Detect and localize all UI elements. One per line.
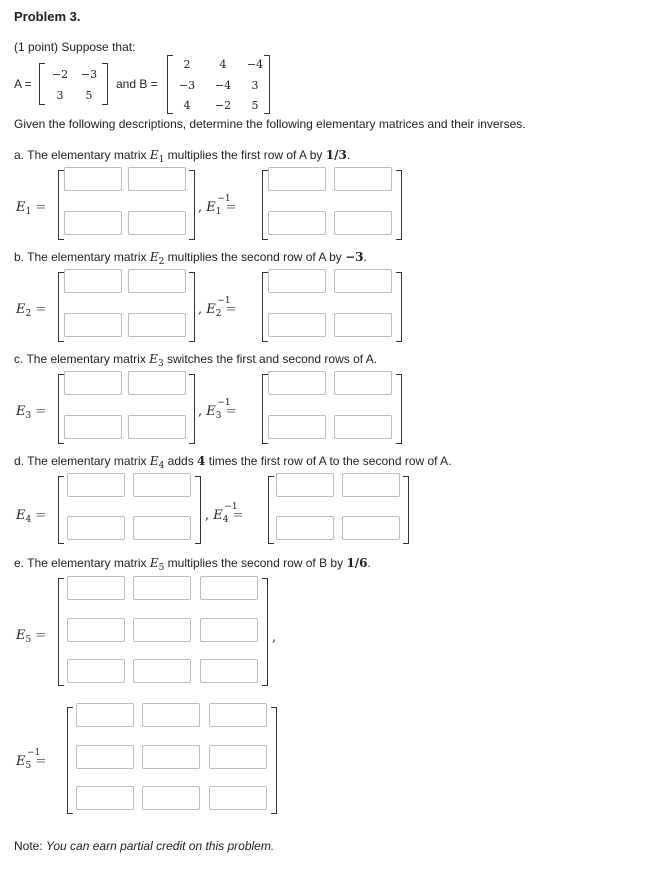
e1-entry-r1c1[interactable] [64, 167, 122, 191]
e4-inverse-right-bracket [403, 476, 409, 544]
e5-inverse-left-bracket [67, 707, 73, 814]
e2-inverse-entry-r2c2[interactable] [334, 313, 392, 337]
e3-inverse-entry-r1c1[interactable] [268, 371, 326, 395]
e1-inverse-entry-r1c1[interactable] [268, 167, 326, 191]
e4-inverse-entry-r2c2[interactable] [342, 516, 400, 540]
e2-entry-r2c2[interactable] [128, 313, 186, 337]
e4-entry-r2c2[interactable] [133, 516, 191, 540]
matrix-b-cell: −2 [214, 99, 232, 112]
e3-inverse-entry-r2c2[interactable] [334, 415, 392, 439]
e5-entry-r1c2[interactable] [133, 576, 191, 600]
e4-entry-r1c2[interactable] [133, 473, 191, 497]
e4-inverse-entry-r2c1[interactable] [276, 516, 334, 540]
matrix-b-right-bracket [264, 55, 270, 114]
matrix-a-cell: −3 [80, 68, 98, 81]
e5-left-bracket [58, 578, 64, 686]
matrix-a-cell: −2 [51, 68, 69, 81]
e5-entry-r3c1[interactable] [67, 659, 125, 683]
e1-inverse-entry-r2c1[interactable] [268, 211, 326, 235]
matrix-b-cell: −4 [214, 79, 232, 92]
e2-inverse-entry-r1c1[interactable] [268, 269, 326, 293]
e2-label: $E_2$ = [16, 302, 47, 319]
e2-inverse-entry-r1c2[interactable] [334, 269, 392, 293]
matrix-b-cell: 5 [251, 99, 259, 112]
matrix-b-cell: 4 [183, 99, 191, 112]
e5-label: $E_5$ = [16, 628, 47, 645]
e3-right-bracket [189, 374, 195, 444]
e5-entry-r2c2[interactable] [133, 618, 191, 642]
matrix-a-cell: 3 [56, 89, 64, 102]
e3-inverse-entry-r2c1[interactable] [268, 415, 326, 439]
part-c-description: c. The elementary matrix $E_3$ switches the first and second rows of A. [14, 352, 378, 369]
e1-entry-r2c1[interactable] [64, 211, 122, 235]
e1-inverse-right-bracket [396, 170, 402, 240]
e1-right-bracket [189, 170, 195, 240]
e3-label: $E_3$ = [16, 404, 47, 421]
e1-inverse-label: , E −1 $_1$ = [198, 194, 237, 217]
e5-entry-r2c3[interactable] [200, 618, 258, 642]
e2-right-bracket [189, 272, 195, 342]
e5-inverse-entry-r2c1[interactable] [76, 745, 134, 769]
e4-inverse-label: , E −1 $_4$ = [205, 502, 244, 525]
problem-intro: (1 point) Suppose that: [14, 40, 136, 54]
e3-entry-r1c2[interactable] [128, 371, 186, 395]
e5-comma: , [272, 630, 277, 645]
e5-inverse-entry-r1c2[interactable] [142, 703, 200, 727]
e3-inverse-label: , E −1 $_3$ = [198, 398, 237, 421]
e5-entry-r1c3[interactable] [200, 576, 258, 600]
matrix-b-cell: −4 [246, 58, 264, 71]
e2-inverse-label: , E −1 $_2$ = [198, 296, 237, 319]
e3-entry-r2c1[interactable] [64, 415, 122, 439]
e1-inverse-entry-r1c2[interactable] [334, 167, 392, 191]
e5-inverse-entry-r3c3[interactable] [209, 786, 267, 810]
part-d-description: d. The elementary matrix $E_4$ adds 4 times the first row of A to the second row of A. [14, 454, 452, 471]
e1-entry-r2c2[interactable] [128, 211, 186, 235]
e5-entry-r3c2[interactable] [133, 659, 191, 683]
matrix-b-cell: 3 [251, 79, 259, 92]
e5-inverse-entry-r1c3[interactable] [209, 703, 267, 727]
e2-inverse-right-bracket [396, 272, 402, 342]
e5-entry-r2c1[interactable] [67, 618, 125, 642]
matrix-b-cell: 4 [219, 58, 227, 71]
part-b-description: b. The elementary matrix $E_2$ multiplies the second row of A by −3. [14, 250, 367, 267]
e5-inverse-entry-r1c1[interactable] [76, 703, 134, 727]
e4-entry-r2c1[interactable] [67, 516, 125, 540]
e5-inverse-entry-r2c2[interactable] [142, 745, 200, 769]
problem-title: Problem 3. [14, 9, 81, 24]
e2-entry-r2c1[interactable] [64, 313, 122, 337]
e4-right-bracket [195, 476, 201, 544]
e4-inverse-entry-r1c1[interactable] [276, 473, 334, 497]
e4-label: $E_4$ = [16, 508, 47, 525]
e2-inverse-entry-r2c1[interactable] [268, 313, 326, 337]
e1-entry-r1c2[interactable] [128, 167, 186, 191]
e1-inverse-entry-r2c2[interactable] [334, 211, 392, 235]
part-e-description: e. The elementary matrix $E_5$ multiplies the second row of B by 1/6. [14, 556, 371, 573]
e3-inverse-right-bracket [396, 374, 402, 444]
part-a-description: a. The elementary matrix $E_1$ multiplies the first row of A by 1/3. [14, 148, 351, 165]
matrix-b-cell: 2 [183, 58, 191, 71]
e4-entry-r1c1[interactable] [67, 473, 125, 497]
e1-label: $E_1$ = [16, 200, 47, 217]
e5-inverse-label: E −1 $_5$ = [16, 748, 47, 771]
and-b-label: and B = [116, 77, 158, 91]
note: Note: You can earn partial credit on this problem. [14, 839, 275, 853]
e3-entry-r2c2[interactable] [128, 415, 186, 439]
e5-inverse-entry-r3c1[interactable] [76, 786, 134, 810]
e5-inverse-right-bracket [271, 707, 277, 814]
e5-entry-r3c3[interactable] [200, 659, 258, 683]
matrix-a-cell: 5 [85, 89, 93, 102]
e4-left-bracket [58, 476, 64, 544]
e5-inverse-entry-r2c3[interactable] [209, 745, 267, 769]
e3-entry-r1c1[interactable] [64, 371, 122, 395]
e2-entry-r1c1[interactable] [64, 269, 122, 293]
e5-inverse-entry-r3c2[interactable] [142, 786, 200, 810]
e4-inverse-entry-r1c2[interactable] [342, 473, 400, 497]
e4-inverse-left-bracket [268, 476, 274, 544]
e2-entry-r1c2[interactable] [128, 269, 186, 293]
matrix-a-right-bracket [102, 63, 108, 105]
e5-entry-r1c1[interactable] [67, 576, 125, 600]
e3-inverse-entry-r1c2[interactable] [334, 371, 392, 395]
matrix-b-cell: −3 [178, 79, 196, 92]
matrix-a-label: A = [14, 77, 32, 91]
given-text: Given the following descriptions, determine the following elementary matrices and their inverses. [14, 117, 526, 131]
e5-right-bracket [262, 578, 268, 686]
